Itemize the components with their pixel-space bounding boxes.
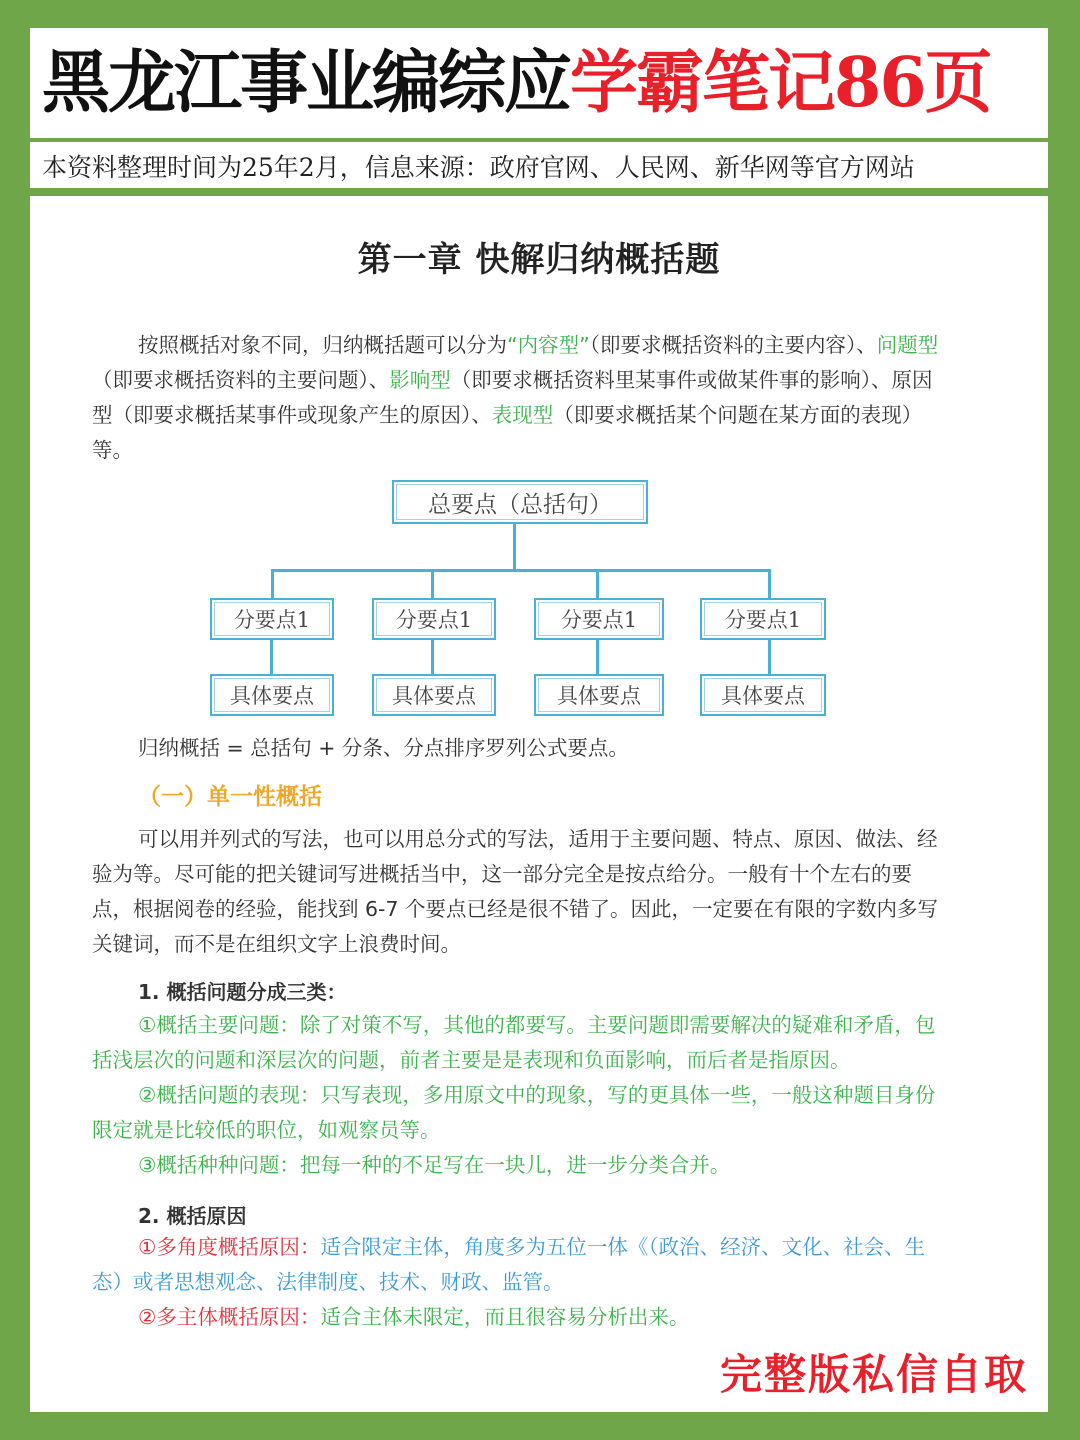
source-note: 本资料整理时间为25年2月，信息来源：政府官网、人民网、新华网等官方网站	[42, 153, 915, 182]
diagram-connector	[271, 569, 274, 599]
subsection-title-1: 1. 概括问题分成三类：	[138, 980, 347, 1004]
cause-text-1: 适合限定主体，角度多为五位一体《（政治、经济、文化、社会、生态）或者思想观念、法律制度、技术、财政、监管。	[92, 1235, 926, 1294]
title-red-part: 学霸笔记86页	[570, 43, 991, 123]
diagram-leaf-box: 具体要点	[700, 674, 826, 716]
intro-text-1: 按照概括对象不同，归纳概括题可以分为	[138, 333, 507, 357]
header-banner	[30, 28, 1048, 138]
cause-item-1	[92, 1230, 942, 1300]
diagram-connector	[513, 524, 516, 570]
section-body: 可以用并列式的写法，也可以用总分式的写法，适用于主要问题、特点、原因、做法、经验为等。尽可能的把关键词写进概括当中，这一部分完全是按点给分。一般有十个左右的要点，根据阅卷的经验，能找到 6-7 个要点已经是很不错了。因此，一定要在有限的字数内多写关键词，而不是在组织文字上浪费时间。	[92, 827, 939, 956]
page-title	[42, 36, 991, 130]
diagram-branch-box: 分要点1	[534, 598, 664, 640]
diagram-leaf-box: 具体要点	[534, 674, 664, 716]
diagram-connector	[271, 569, 771, 572]
source-note-bar	[30, 142, 1048, 188]
diagram-branch-box: 分要点1	[210, 598, 334, 640]
cause-item-2	[92, 1300, 942, 1335]
diagram-branch-box: 分要点1	[700, 598, 826, 640]
document-page	[30, 196, 1048, 1412]
diagram-leaf-box: 具体要点	[210, 674, 334, 716]
problem-type-3: ③概括种种问题：把每一种的不足写在一块儿，进一步分类合并。	[138, 1153, 731, 1177]
diagram-connector	[270, 640, 273, 674]
cause-label-2: ②多主体概括原因：	[138, 1305, 321, 1329]
cta-text: 完整版私信自取	[719, 1350, 1028, 1399]
intro-term-problem: 问题型	[876, 333, 939, 357]
subsection-title-2: 2. 概括原因	[138, 1204, 247, 1228]
diagram-leaf-box: 具体要点	[372, 674, 496, 716]
intro-text-3: （即要求概括资料的主要问题）、	[92, 368, 390, 392]
diagram-branch-box: 分要点1	[372, 598, 496, 640]
cause-label-1: ①多角度概括原因：	[138, 1235, 321, 1259]
cause-text-2: 适合主体未限定，而且很容易分析出来。	[320, 1305, 690, 1329]
diagram-connector	[596, 640, 599, 674]
diagram-connector	[596, 569, 599, 599]
intro-text-4: （即要求概括资料里某事件或做某件事的影响）、原因型（即要求概括某事件或现象产生的原因）、	[92, 368, 933, 427]
problem-type-1: ①概括主要问题：除了对策不写，其他的都要写。主要问题即需要解决的疑难和矛盾，包括浅层次的问题和深层次的问题，前者主要是是表现和负面影响，而后者是指原因。	[92, 1013, 936, 1072]
intro-paragraph	[92, 328, 942, 468]
title-black-part: 黑龙江事业编综应	[42, 43, 571, 123]
chapter-title: 第一章 快解归纳概括题	[357, 240, 721, 280]
diagram-connector	[768, 640, 771, 674]
section-title: （一）单一性概括	[138, 784, 322, 810]
intro-term-manifest: 表现型	[491, 403, 554, 427]
intro-text-2: （即要求概括资料的主要内容）、	[589, 333, 877, 357]
problem-type-2: ②概括问题的表现：只写表现，多用原文中的现象，写的更具体一些，一般这种题目身份限定就是比较低的职位，如观察员等。	[92, 1083, 936, 1142]
intro-term-content: “内容型”	[507, 333, 590, 357]
diagram-top-box: 总要点（总括句）	[392, 480, 648, 524]
intro-text-5: （即要求概括某个问题在某方面的表现）等。	[92, 403, 923, 462]
diagram-connector	[768, 569, 771, 599]
diagram-connector	[431, 640, 434, 674]
formula-text: 归纳概括 = 总括句 + 分条、分点排序罗列公式要点。	[138, 736, 629, 760]
diagram-connector	[431, 569, 434, 599]
intro-term-impact: 影响型	[389, 368, 451, 392]
